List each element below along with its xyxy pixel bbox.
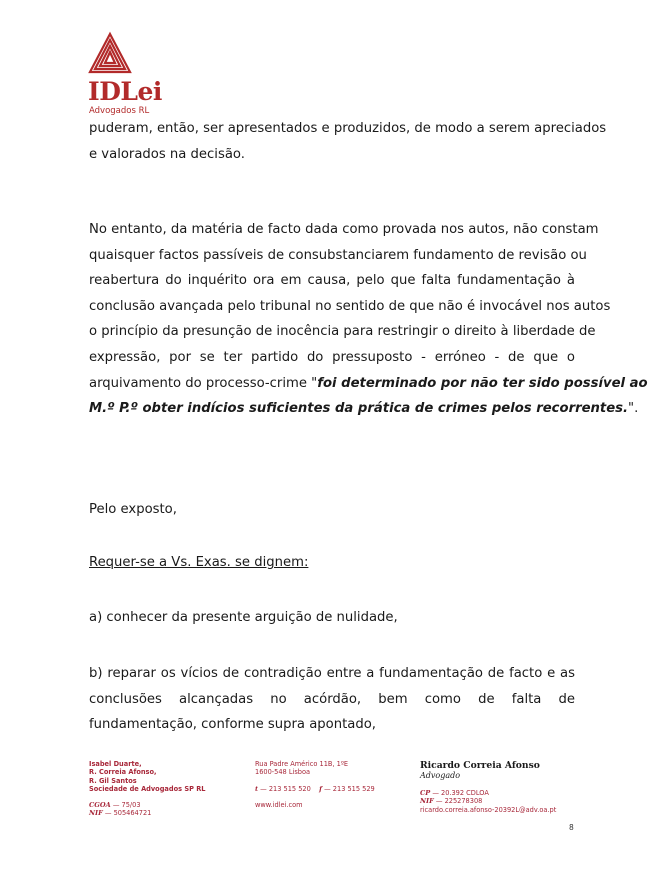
fax-number: — 213 515 529 <box>322 784 375 793</box>
conclusion-intro <box>89 497 575 523</box>
phone-number: — 213 515 520 <box>258 784 311 793</box>
quote-text: foi determinado por não ter sido possível ao <box>317 375 648 391</box>
fax-label: f <box>319 784 323 793</box>
text-line-quote-end <box>89 396 639 422</box>
logo-name: IDLei <box>88 77 162 106</box>
address-street: Rua Padre Américo 11B, 1ºE <box>255 760 349 768</box>
text-line: puderam, então, ser apresentados e produzidos, de modo a serem apreciados <box>89 121 607 136</box>
lawyer-nif: NIF — 225278308 <box>420 797 483 806</box>
lawyer-cp: CP — 20.392 CDLOA <box>420 789 489 797</box>
phone-label: t <box>255 784 259 793</box>
contact-phones <box>255 785 375 793</box>
paragraph-continuation <box>89 116 607 167</box>
firm-cgoa: CGOA — 75/03 <box>89 801 141 810</box>
firm-logo <box>88 32 178 116</box>
footer-lawyer <box>420 760 556 814</box>
firm-line: Isabel Duarte, <box>89 760 142 768</box>
text-line: expressão, por se ter partido do pressuposto - erróneo - de que o <box>89 349 575 365</box>
firm-line: R. Gil Santos <box>89 776 137 785</box>
text-line: quaisquer factos passíveis de consubstanciarem fundamento de revisão ou <box>89 247 587 263</box>
text-line: Requer-se a Vs. Exas. se dignem: <box>89 555 309 570</box>
text-line: a) conhecer da presente arguição de nulidade, <box>89 610 398 625</box>
text-line: b) reparar os vícios de contradição entre a fundamentação de facto e as <box>89 666 575 681</box>
text-line: e valorados na decisão. <box>89 146 245 162</box>
footer-firm <box>89 760 206 818</box>
text-line: conclusão avançada pelo tribunal no sentido de que não é invocável nos autos <box>89 298 611 314</box>
text-line: conclusões alcançadas no acórdão, bem como de falta de <box>89 691 575 707</box>
lawyer-email[interactable]: ricardo.correia.afonso-20392L@adv.oa.pt <box>420 805 557 814</box>
quote-suffix: ". <box>628 401 639 417</box>
quote-text: M.º P.º obter indícios suficientes da prática de crimes pelos recorrentes. <box>89 401 629 417</box>
address-city: 1600-548 Lisboa <box>255 768 311 777</box>
text-line-quote-start <box>89 371 648 397</box>
website-link[interactable]: www.idlei.com <box>255 800 303 809</box>
quote-prefix: arquivamento do processo-crime " <box>89 375 318 391</box>
lawyer-role: Advogado <box>420 771 461 780</box>
request-heading <box>89 550 575 576</box>
text-line: Pelo exposto, <box>89 502 177 517</box>
logo-subtitle: Advogados RL <box>89 106 150 116</box>
footer-address <box>255 760 375 809</box>
text-line: reabertura do inquérito ora em causa, pelo que falta fundamentação à <box>89 273 575 289</box>
firm-line: R. Correia Afonso, <box>89 768 157 777</box>
paragraph-argument <box>89 217 648 422</box>
logo-triangle-icon <box>88 32 132 76</box>
text-line: No entanto, da matéria de facto dada como provada nos autos, não constam <box>89 222 599 237</box>
firm-nif: NIF — 505464721 <box>89 809 152 818</box>
lawyer-name: Ricardo Correia Afonso <box>420 760 540 771</box>
page-number: 8 <box>569 823 574 832</box>
request-item-a <box>89 605 575 631</box>
text-line: fundamentação, conforme supra apontado, <box>89 717 376 733</box>
request-item-b <box>89 661 575 738</box>
firm-line: Sociedade de Advogados SP RL <box>89 784 206 793</box>
text-line: o princípio da presunção de inocência para restringir o direito à liberdade de <box>89 324 596 340</box>
